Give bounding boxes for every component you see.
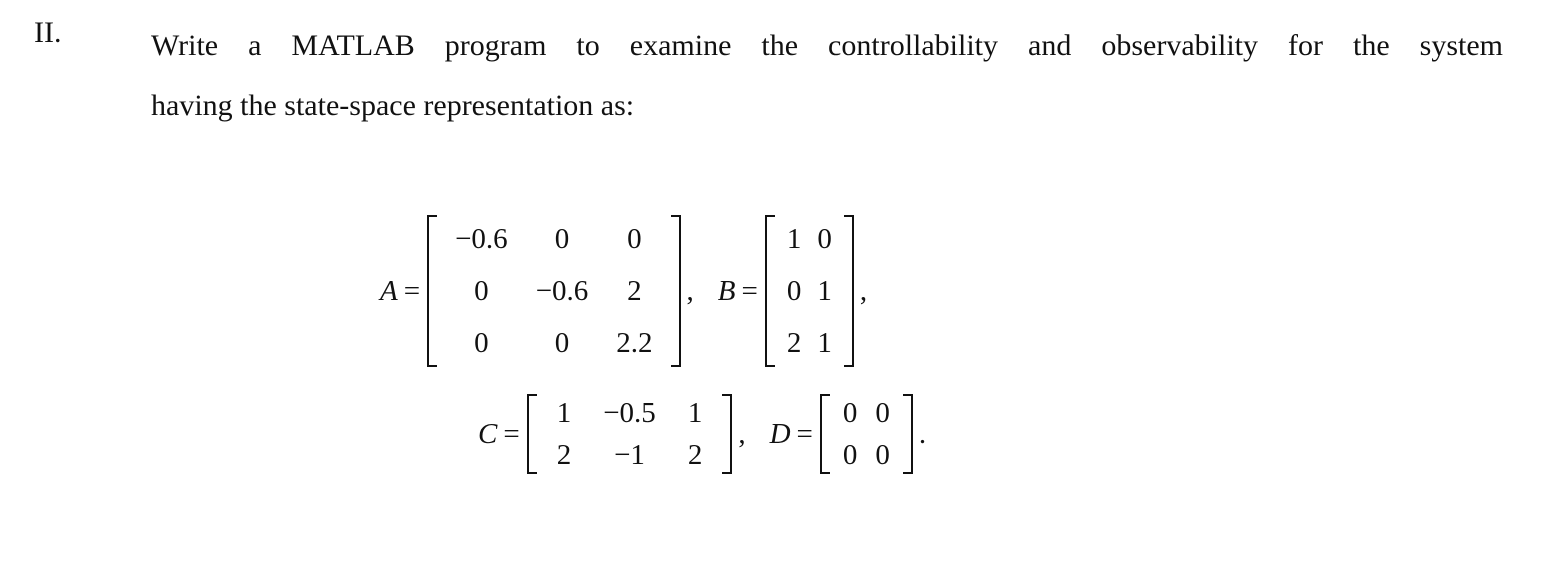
matrix-cell: 0 bbox=[842, 396, 858, 429]
matrix-row bbox=[779, 265, 840, 317]
matrix-cell: 0 bbox=[875, 438, 890, 471]
matrix-row bbox=[441, 265, 666, 317]
matrix-cell: −1 bbox=[614, 438, 645, 471]
matrix-cell: 2 bbox=[786, 326, 802, 359]
matrix-row bbox=[834, 434, 899, 476]
matrix-c-label: C bbox=[478, 417, 498, 450]
matrix-cell: 0 bbox=[842, 438, 858, 471]
matrix-b bbox=[765, 213, 854, 369]
matrix-cell: 2 bbox=[687, 438, 703, 471]
matrix-cell: 0 bbox=[474, 274, 489, 307]
matrix-c bbox=[527, 392, 733, 476]
question-number: II. bbox=[34, 16, 62, 49]
matrix-d bbox=[820, 392, 913, 476]
matrix-row bbox=[779, 213, 840, 265]
matrix-cell: 2 bbox=[627, 274, 642, 307]
matrix-cell: 0 bbox=[817, 222, 832, 255]
matrix-cell: −0.6 bbox=[455, 222, 508, 255]
question-line-1: Write a MATLAB program to examine the controllability and observability for the system bbox=[151, 29, 1503, 62]
matrix-row bbox=[541, 434, 719, 476]
matrix-a-label: A bbox=[380, 274, 398, 307]
matrix-row bbox=[541, 392, 719, 434]
matrix-row bbox=[834, 392, 899, 434]
matrix-cell: −0.5 bbox=[603, 396, 656, 429]
matrix-d-label: D bbox=[769, 417, 791, 450]
separator-comma: , bbox=[859, 274, 868, 307]
matrix-row bbox=[441, 317, 666, 369]
matrix-cell: 1 bbox=[817, 326, 832, 359]
separator-comma: , bbox=[738, 417, 746, 450]
equation-a bbox=[380, 213, 867, 369]
equals-sign: = bbox=[503, 417, 520, 450]
matrix-cell: 0 bbox=[875, 396, 890, 429]
matrix-cell: −0.6 bbox=[535, 274, 589, 307]
matrix-a bbox=[427, 213, 680, 369]
final-period: . bbox=[918, 417, 927, 450]
matrix-cell: 1 bbox=[817, 274, 832, 307]
matrix-cell: 0 bbox=[554, 222, 570, 255]
matrix-cell: 0 bbox=[786, 274, 802, 307]
equals-sign: = bbox=[796, 417, 813, 450]
matrix-cell: 1 bbox=[786, 222, 802, 255]
matrix-row bbox=[779, 317, 840, 369]
equals-sign: = bbox=[403, 274, 421, 307]
matrix-cell: 0 bbox=[474, 326, 489, 359]
question-text bbox=[151, 16, 1503, 136]
separator-comma: , bbox=[686, 274, 694, 307]
question-line-2: having the state-space representation as: bbox=[151, 89, 635, 122]
matrix-cell: 1 bbox=[556, 396, 572, 429]
matrix-cell: 0 bbox=[554, 326, 570, 359]
matrix-cell: 0 bbox=[627, 222, 642, 255]
matrix-cell: 1 bbox=[687, 396, 703, 429]
matrix-b-label: B bbox=[717, 274, 736, 307]
matrix-cell: 2 bbox=[556, 438, 572, 471]
matrix-cell: 2.2 bbox=[616, 326, 653, 359]
matrix-row bbox=[441, 213, 666, 265]
equals-sign: = bbox=[741, 274, 758, 307]
equation-c bbox=[478, 392, 926, 476]
